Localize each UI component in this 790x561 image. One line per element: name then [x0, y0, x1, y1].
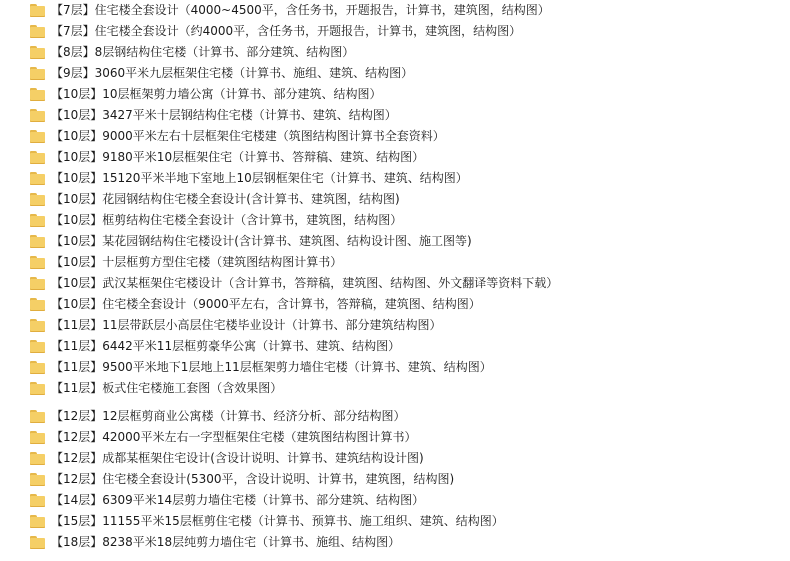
- folder-name: 【15层】11155平米15层框剪住宅楼（计算书、预算书、施工组织、建筑、结构图）: [51, 514, 504, 528]
- folder-name: 【12层】42000平米左右一字型框架住宅楼（建筑图结构图计算书）: [51, 430, 417, 444]
- folder-name: 【10层】十层框剪方型住宅楼（建筑图结构图计算书）: [51, 255, 343, 269]
- folder-name: 【10层】10层框架剪力墙公寓（计算书、部分建筑、结构图）: [51, 87, 382, 101]
- folder-name: 【11层】板式住宅楼施工套图（含效果图）: [51, 381, 283, 395]
- folder-name: 【12层】12层框剪商业公寓楼（计算书、经济分析、部分结构图）: [51, 409, 406, 423]
- folder-icon: [30, 494, 45, 507]
- folder-name: 【14层】6309平米14层剪力墙住宅楼（计算书、部分建筑、结构图）: [51, 493, 425, 507]
- folder-icon: [30, 277, 45, 290]
- folder-name: 【9层】3060平米九层框架住宅楼（计算书、施组、建筑、结构图）: [51, 66, 414, 80]
- folder-icon: [30, 25, 45, 38]
- folder-icon: [30, 431, 45, 444]
- folder-name: 【12层】成都某框架住宅设计(含设计说明、计算书、建筑结构设计图): [51, 451, 424, 465]
- folder-icon: [30, 298, 45, 311]
- folder-name: 【10层】15120平米半地下室地上10层钢框架住宅（计算书、建筑、结构图）: [51, 171, 468, 185]
- folder-name: 【12层】住宅楼全套设计(5300平，含设计说明、计算书，建筑图，结构图): [51, 472, 455, 486]
- folder-item[interactable]: [30, 189, 770, 210]
- folder-item[interactable]: [30, 0, 770, 21]
- folder-name: 【11层】11层带跃层小高层住宅楼毕业设计（计算书、部分建筑结构图）: [51, 318, 442, 332]
- folder-icon: [30, 151, 45, 164]
- folder-name: 【11层】6442平米11层框剪豪华公寓（计算书、建筑、结构图）: [51, 339, 401, 353]
- folder-item[interactable]: [30, 231, 770, 252]
- folder-item[interactable]: [30, 532, 770, 553]
- folder-item[interactable]: [30, 21, 770, 42]
- folder-icon: [30, 515, 45, 528]
- folder-item[interactable]: [30, 490, 770, 511]
- folder-item[interactable]: [30, 126, 770, 147]
- folder-item[interactable]: [30, 448, 770, 469]
- folder-name: 【18层】8238平米18层纯剪力墙住宅（计算书、施组、结构图）: [51, 535, 401, 549]
- folder-icon: [30, 536, 45, 549]
- folder-icon: [30, 452, 45, 465]
- folder-icon: [30, 67, 45, 80]
- folder-icon: [30, 214, 45, 227]
- folder-name: 【11层】9500平米地下1层地上11层框架剪力墙住宅楼（计算书、建筑、结构图）: [51, 360, 492, 374]
- folder-name: 【7层】住宅楼全套设计（约4000平，含任务书，开题报告，计算书，建筑图，结构图）: [51, 24, 522, 38]
- folder-icon: [30, 172, 45, 185]
- folder-name: 【8层】8层钢结构住宅楼（计算书、部分建筑、结构图）: [51, 45, 355, 59]
- folder-name: 【10层】9000平米左右十层框架住宅楼建（筑图结构图计算书全套资料）: [51, 129, 445, 143]
- folder-item[interactable]: [30, 294, 770, 315]
- folder-icon: [30, 193, 45, 206]
- folder-icon: [30, 410, 45, 423]
- folder-item[interactable]: [30, 378, 770, 399]
- folder-item[interactable]: [30, 469, 770, 490]
- folder-item[interactable]: [30, 42, 770, 63]
- folder-item[interactable]: [30, 63, 770, 84]
- folder-item[interactable]: [30, 105, 770, 126]
- folder-name: 【10层】框剪结构住宅楼全套设计（含计算书，建筑图，结构图）: [51, 213, 403, 227]
- folder-item[interactable]: [30, 273, 770, 294]
- folder-name: 【10层】某花园钢结构住宅楼设计(含计算书、建筑图、结构设计图、施工图等): [51, 234, 472, 248]
- folder-icon: [30, 46, 45, 59]
- folder-item[interactable]: [30, 168, 770, 189]
- folder-icon: [30, 235, 45, 248]
- folder-item[interactable]: [30, 427, 770, 448]
- folder-icon: [30, 130, 45, 143]
- folder-item[interactable]: [30, 147, 770, 168]
- folder-icon: [30, 340, 45, 353]
- folder-name: 【10层】花园钢结构住宅楼全套设计(含计算书、建筑图，结构图): [51, 192, 400, 206]
- folder-icon: [30, 319, 45, 332]
- folder-name: 【10层】3427平米十层钢结构住宅楼（计算书、建筑、结构图）: [51, 108, 397, 122]
- folder-icon: [30, 473, 45, 486]
- folder-item[interactable]: [30, 336, 770, 357]
- folder-icon: [30, 256, 45, 269]
- folder-item[interactable]: [30, 315, 770, 336]
- folder-item[interactable]: [30, 511, 770, 532]
- folder-name: 【10层】武汉某框架住宅楼设计（含计算书，答辩稿，建筑图、结构图、外文翻译等资料下载）: [51, 276, 559, 290]
- folder-icon: [30, 88, 45, 101]
- folder-item[interactable]: [30, 252, 770, 273]
- folder-list: [30, 0, 770, 553]
- folder-name: 【7层】住宅楼全套设计（4000~4500平，含任务书，开题报告，计算书，建筑图，结构图）: [51, 3, 550, 17]
- folder-icon: [30, 382, 45, 395]
- folder-name: 【10层】9180平米10层框架住宅（计算书、答辩稿、建筑、结构图）: [51, 150, 425, 164]
- folder-item[interactable]: [30, 210, 770, 231]
- folder-item[interactable]: [30, 406, 770, 427]
- folder-item[interactable]: [30, 357, 770, 378]
- folder-icon: [30, 361, 45, 374]
- folder-item[interactable]: [30, 84, 770, 105]
- folder-icon: [30, 109, 45, 122]
- folder-icon: [30, 4, 45, 17]
- folder-name: 【10层】住宅楼全套设计（9000平左右，含计算书，答辩稿，建筑图、结构图）: [51, 297, 481, 311]
